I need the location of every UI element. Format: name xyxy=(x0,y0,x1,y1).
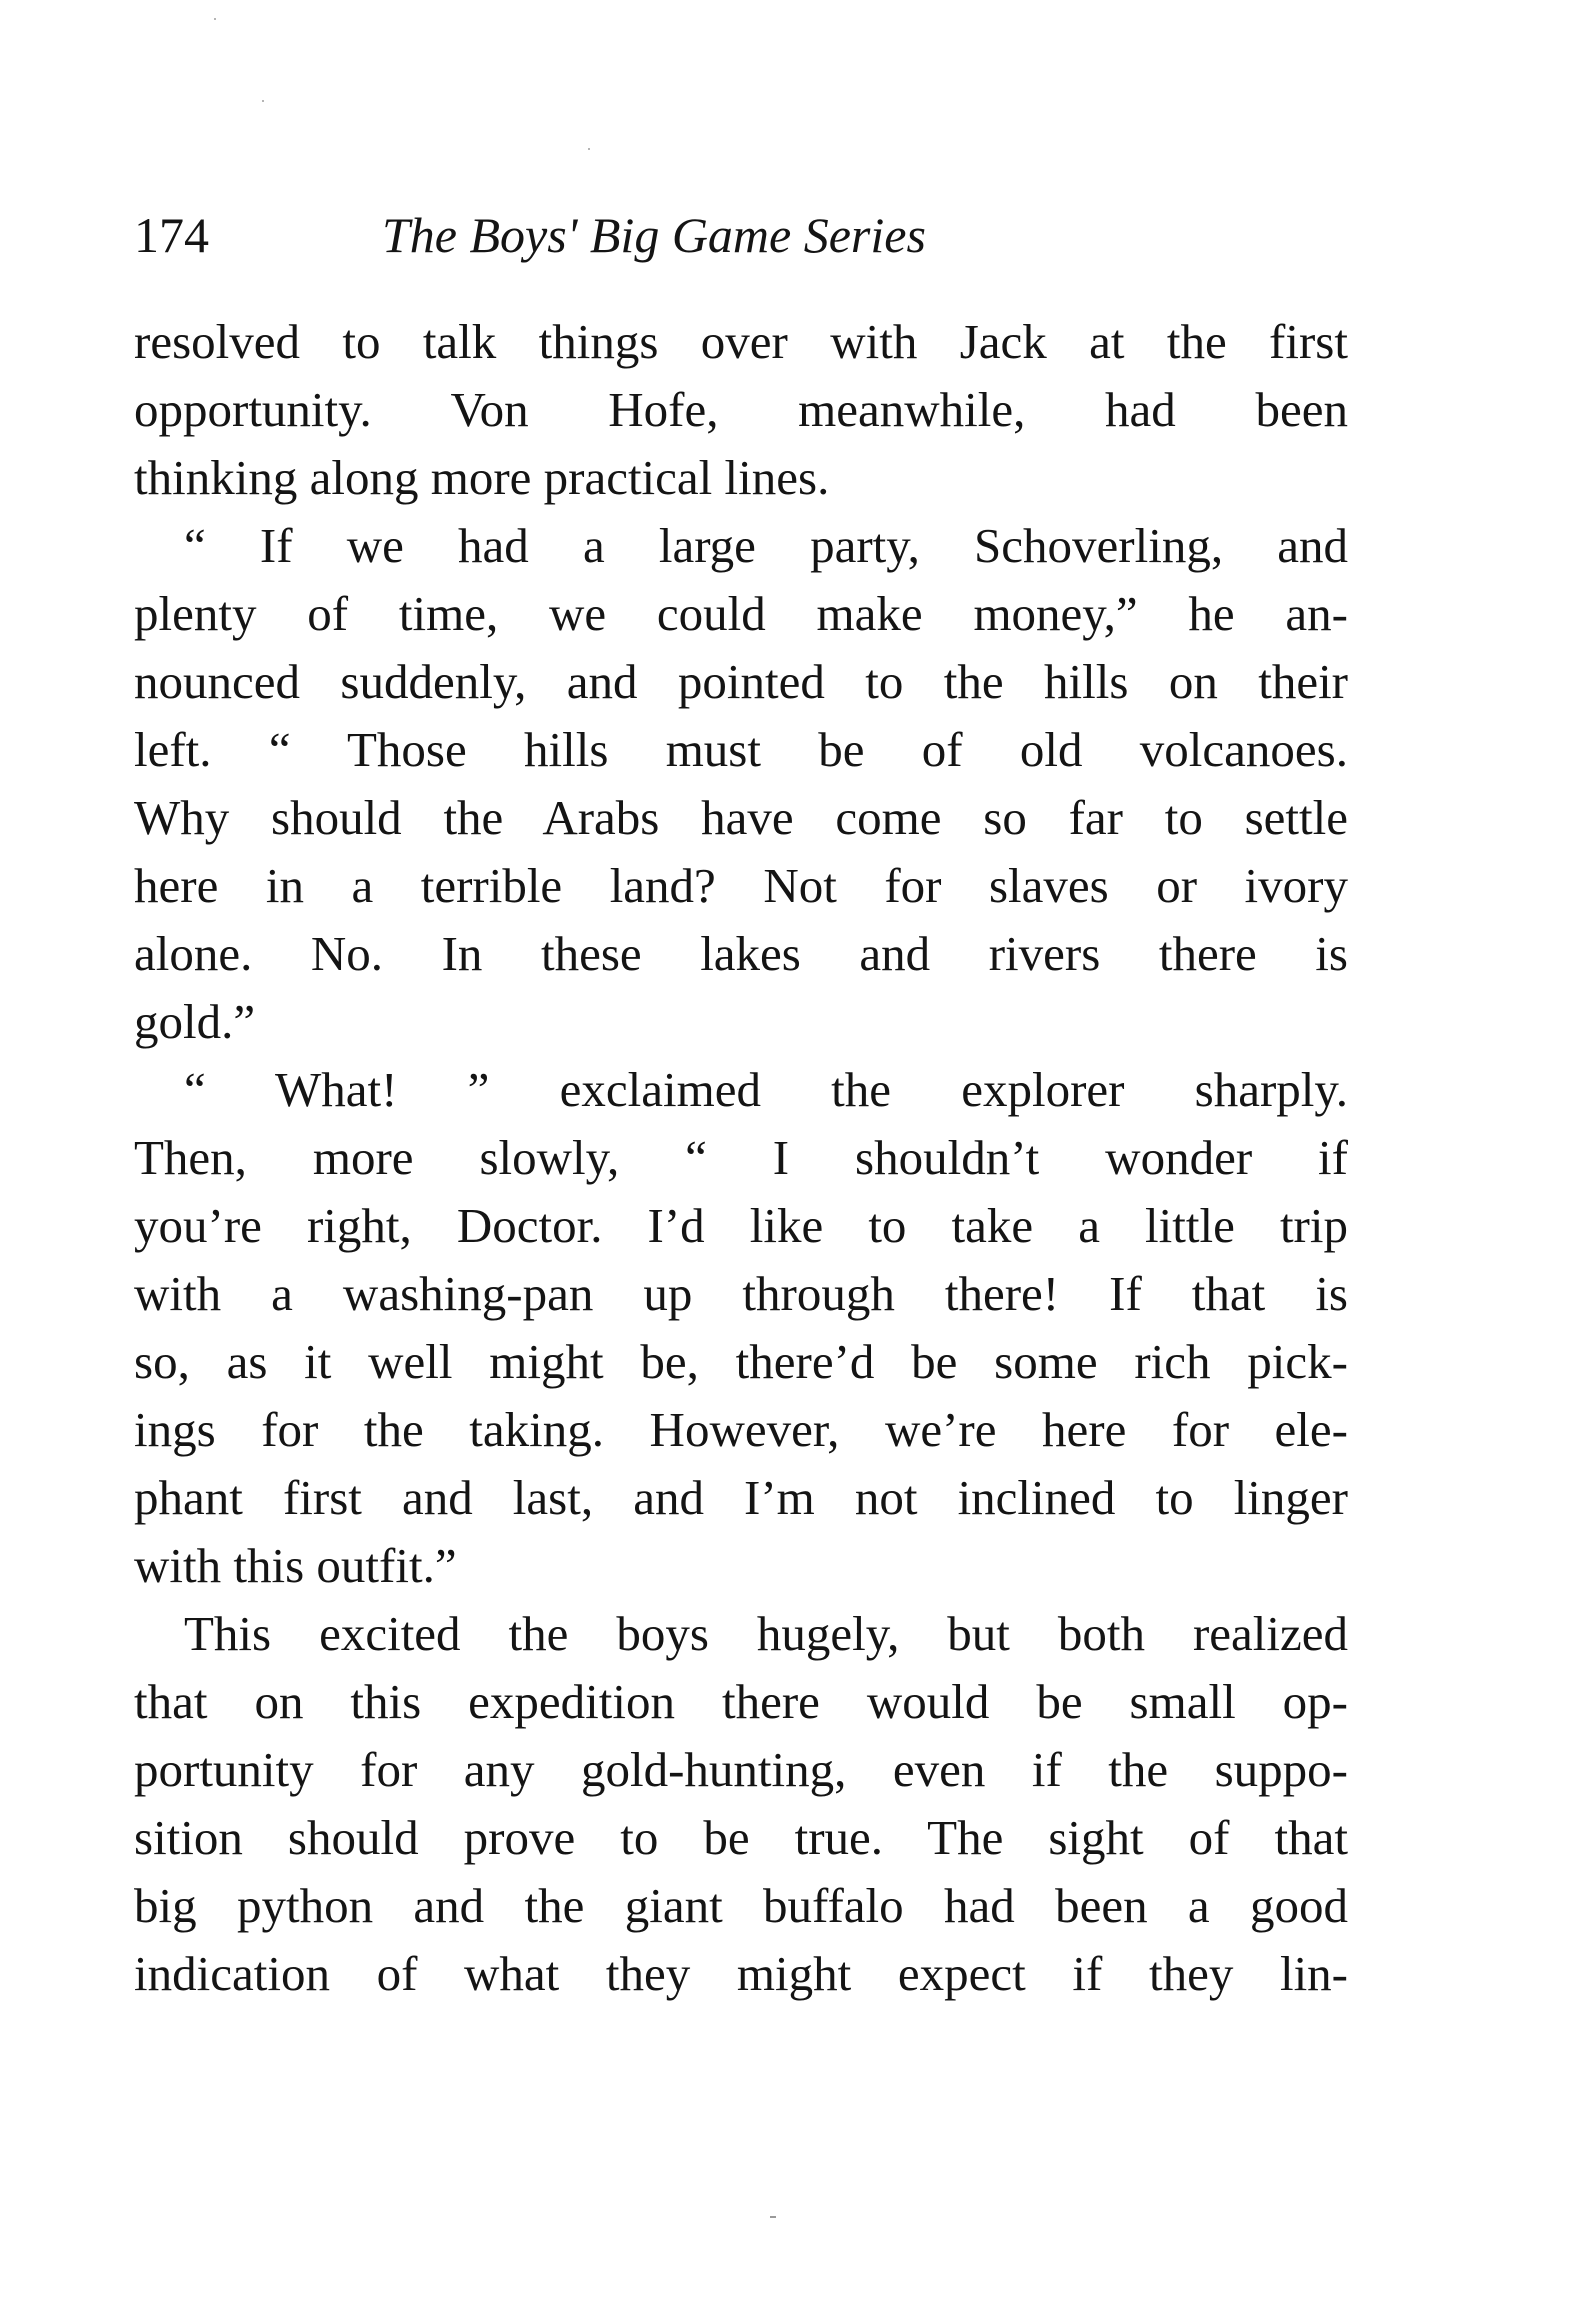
text-line: you’re right, Doctor. I’d like to take a little trip xyxy=(134,1198,1348,1253)
text-line: phant first and last, and I’m not inclined to linger xyxy=(134,1470,1348,1525)
text-line: This excited the boys hugely, but both realized xyxy=(184,1606,1348,1661)
paper-speck xyxy=(770,2216,776,2218)
text-line: portunity for any gold-hunting, even if the suppo- xyxy=(134,1742,1348,1797)
text-line: Then, more slowly, “ I shouldn’t wonder if xyxy=(134,1130,1348,1185)
text-line: gold.” xyxy=(134,994,256,1049)
body-text xyxy=(134,308,1348,2008)
text-line: nounced suddenly, and pointed to the hills on their xyxy=(134,654,1348,709)
text-line: that on this expedition there would be small op- xyxy=(134,1674,1348,1729)
text-line: so, as it well might be, there’d be some rich pick- xyxy=(134,1334,1348,1389)
text-line: Why should the Arabs have come so far to settle xyxy=(134,790,1348,845)
text-line: plenty of time, we could make money,” he an- xyxy=(134,586,1348,641)
text-line: “ What! ” exclaimed the explorer sharply. xyxy=(184,1062,1348,1117)
running-title: The Boys' Big Game Series xyxy=(382,207,926,263)
text-line: left. “ Those hills must be of old volcanoes. xyxy=(134,722,1348,777)
paper-speck xyxy=(214,18,216,20)
text-line: ings for the taking. However, we’re here for ele- xyxy=(134,1402,1348,1457)
page-number: 174 xyxy=(134,207,209,263)
text-line: resolved to talk things over with Jack at the first xyxy=(134,314,1348,369)
page-header xyxy=(134,200,1364,270)
text-line: big python and the giant buffalo had been a good xyxy=(134,1878,1348,1933)
text-line: with this outfit.” xyxy=(134,1538,457,1593)
text-line: with a washing-pan up through there! If that is xyxy=(134,1266,1348,1321)
text-line: sition should prove to be true. The sight of that xyxy=(134,1810,1348,1865)
text-line: indication of what they might expect if they lin- xyxy=(134,1946,1348,2001)
text-line: opportunity. Von Hofe, meanwhile, had been xyxy=(134,382,1348,437)
text-line: thinking along more practical lines. xyxy=(134,450,830,505)
text-line: alone. No. In these lakes and rivers there is xyxy=(134,926,1348,981)
paper-speck xyxy=(262,100,264,102)
paper-speck xyxy=(588,148,590,150)
text-line: here in a terrible land? Not for slaves or ivory xyxy=(134,858,1348,913)
text-line: “ If we had a large party, Schoverling, and xyxy=(184,518,1348,573)
